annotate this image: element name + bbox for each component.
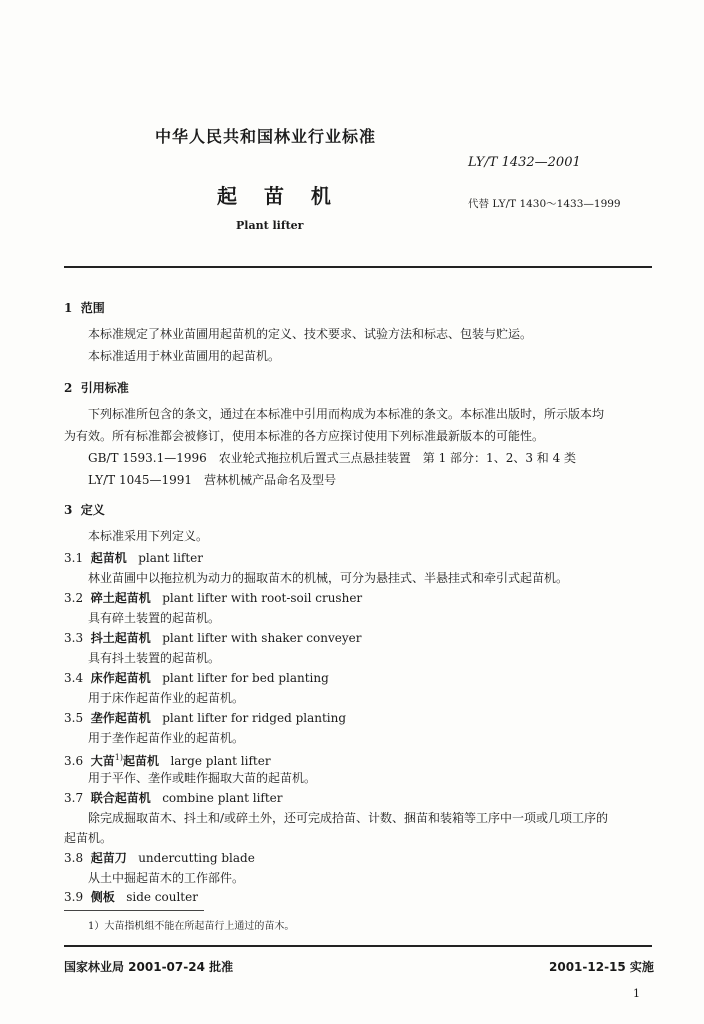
- section-number: 3: [64, 503, 73, 517]
- term-zh: 侧板: [90, 890, 115, 904]
- term-zh: 床作起苗机: [90, 671, 151, 685]
- term-zh: 垄作起苗机: [90, 711, 151, 725]
- clause-number: 3.6: [64, 754, 84, 768]
- clause-number: 3.1: [64, 551, 84, 565]
- definition-text: 林业苗圃中以拖拉机为动力的掘取苗木的机械，可分为悬挂式、半悬挂式和牵引式起苗机。: [88, 571, 569, 585]
- definition-term: [64, 750, 271, 769]
- footnote: 1）大苗指机组不能在所起苗行上通过的苗木。: [88, 921, 295, 932]
- term-en: large plant lifter: [170, 754, 271, 768]
- section-title: 引用标准: [80, 381, 129, 395]
- clause-number: 3.4: [64, 671, 84, 685]
- term-en: undercutting blade: [138, 851, 255, 865]
- term-en: plant lifter with root-soil crusher: [162, 591, 363, 605]
- term-en: plant lifter: [138, 551, 204, 565]
- term-zh: 起苗刀: [90, 851, 127, 865]
- page-number: 1: [633, 987, 640, 1000]
- clause-number: 3.7: [64, 791, 84, 805]
- section-number: 2: [64, 381, 73, 395]
- definition-text: 具有碎土装置的起苗机。: [88, 611, 221, 625]
- paragraph: 下列标准所包含的条文，通过在本标准中引用而构成为本标准的条文。本标准出版时，所示版本均: [88, 407, 605, 421]
- paragraph: 本标准适用于林业苗圃用的起苗机。: [88, 349, 281, 363]
- section-2-heading: [64, 380, 129, 396]
- document-title-en: Plant lifter: [236, 219, 304, 232]
- definition-term: [64, 550, 203, 566]
- clause-number: 3.9: [64, 890, 84, 904]
- document-title: 起 苗 机: [217, 184, 341, 208]
- footnote-divider: [64, 910, 204, 911]
- term-en: side coulter: [126, 890, 198, 904]
- definition-term: [64, 590, 362, 606]
- definition-term: [64, 889, 198, 905]
- term-zh: 大苗: [90, 754, 115, 768]
- term-zh: 联合起苗机: [90, 791, 151, 805]
- footer-divider: [64, 945, 652, 947]
- header-divider: [64, 266, 652, 268]
- term-zh: 抖土起苗机: [90, 631, 151, 645]
- term-en: plant lifter for bed planting: [162, 671, 329, 685]
- section-1-heading: [64, 300, 105, 316]
- standard-code: LY/T 1432—2001: [468, 155, 581, 170]
- reference-item: LY/T 1045—1991 营林机械产品命名及型号: [88, 473, 337, 487]
- paragraph: 为有效。所有标准都会被修订，使用本标准的各方应探讨使用下列标准最新版本的可能性。: [64, 429, 545, 443]
- clause-number: 3.2: [64, 591, 84, 605]
- definition-text: 用于平作、垄作或畦作掘取大苗的起苗机。: [88, 771, 317, 785]
- definition-text: 用于垄作起苗作业的起苗机。: [88, 731, 245, 745]
- section-3-heading: [64, 502, 105, 518]
- footnote-marker: 1): [114, 753, 123, 762]
- section-number: 1: [64, 301, 73, 315]
- definition-term: [64, 790, 283, 806]
- definition-term: [64, 710, 346, 726]
- replaces-standard: 代替 LY/T 1430～1433—1999: [468, 198, 621, 210]
- definition-text: 从土中掘起苗木的工作部件。: [88, 871, 245, 885]
- issuing-organization: 中华人民共和国林业行业标准: [155, 127, 377, 146]
- definition-text: 除完成掘取苗木、抖土和/或碎土外，还可完成拾苗、计数、捆苗和装箱等工序中一项或几项工序的: [88, 811, 609, 825]
- paragraph: 本标准采用下列定义。: [88, 529, 209, 543]
- term-en: combine plant lifter: [162, 791, 283, 805]
- reference-item: GB/T 1593.1—1996 农业轮式拖拉机后置式三点悬挂装置 第 1 部分：1、2、3 和 4 类: [88, 451, 577, 465]
- term-zh: 起苗机: [122, 754, 159, 768]
- definition-term: [64, 630, 361, 646]
- section-title: 定义: [80, 503, 105, 517]
- implementation-date: 2001-12-15 实施: [549, 960, 654, 974]
- section-title: 范围: [80, 301, 105, 315]
- definition-text: 起苗机。: [64, 831, 113, 845]
- term-en: plant lifter for ridged planting: [162, 711, 347, 725]
- definition-term: [64, 850, 255, 866]
- term-zh: 碎土起苗机: [90, 591, 151, 605]
- clause-number: 3.5: [64, 711, 84, 725]
- definition-text: 用于床作起苗作业的起苗机。: [88, 691, 245, 705]
- clause-number: 3.3: [64, 631, 84, 645]
- term-en: plant lifter with shaker conveyer: [162, 631, 362, 645]
- term-zh: 起苗机: [90, 551, 127, 565]
- definition-text: 具有抖土装置的起苗机。: [88, 651, 221, 665]
- paragraph: 本标准规定了林业苗圃用起苗机的定义、技术要求、试验方法和标志、包装与贮运。: [88, 327, 533, 341]
- definition-term: [64, 670, 329, 686]
- clause-number: 3.8: [64, 851, 84, 865]
- approval-date: 国家林业局 2001-07-24 批准: [64, 960, 234, 974]
